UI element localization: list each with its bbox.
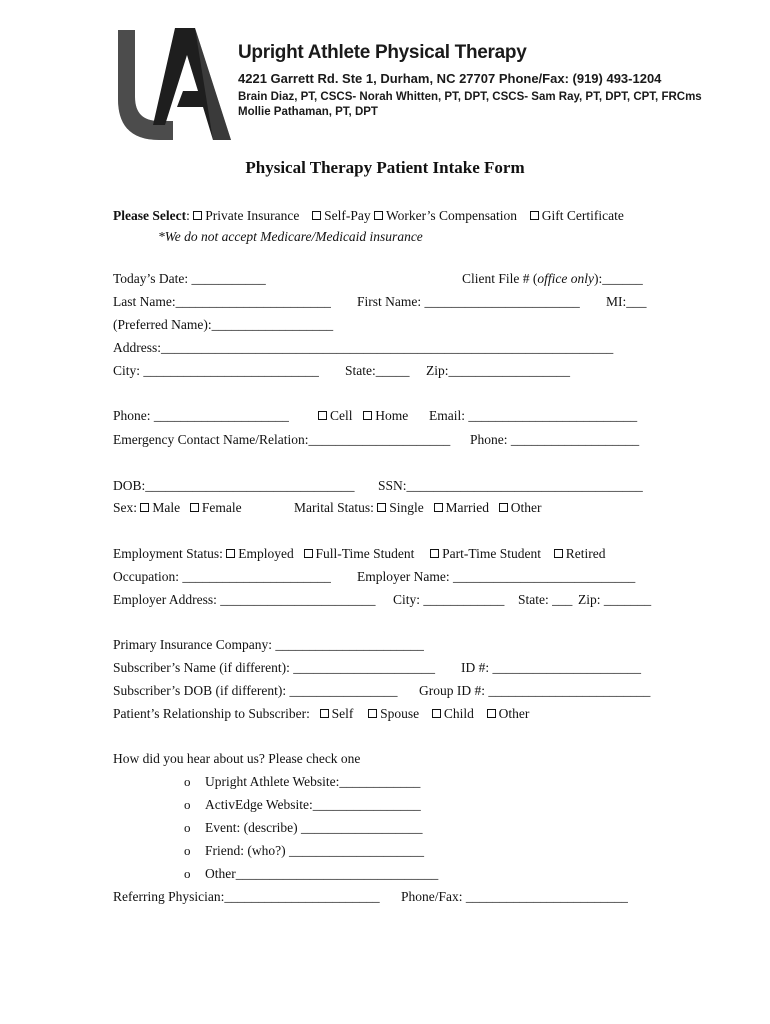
employment-row [113, 545, 606, 563]
email-field[interactable]: Email: _________________________ [429, 408, 638, 423]
bullet-icon: o [184, 820, 191, 835]
clinic-staff-line1: Brain Diaz, PT, CSCS- Norah Whitten, PT, DPT, CSCS- Sam Ray, PT, DPT, CPT, FRCms [238, 91, 702, 103]
self-pay-label: Self-Pay [324, 208, 371, 223]
single-label: Single [389, 500, 424, 515]
subscriber-dob-field[interactable]: Subscriber’s DOB (if different): ________________ [113, 683, 398, 698]
other-marital-checkbox[interactable] [499, 503, 508, 512]
cell-checkbox[interactable] [318, 411, 327, 420]
clinic-staff-line2: Mollie Pathaman, PT, DPT [238, 106, 378, 118]
private-insurance-label: Private Insurance [205, 208, 300, 223]
retired-checkbox[interactable] [554, 549, 563, 558]
home-checkbox[interactable] [363, 411, 372, 420]
mi-field[interactable]: MI:___ [606, 294, 647, 309]
bullet-icon: o [184, 797, 191, 812]
female-checkbox[interactable] [190, 503, 199, 512]
employed-label: Employed [238, 546, 294, 561]
home-label: Home [375, 408, 409, 423]
female-label: Female [201, 500, 242, 515]
employed-checkbox[interactable] [226, 549, 235, 558]
please-select-label: Please Select [113, 208, 187, 223]
referring-physician-field[interactable]: Referring Physician:_______________________ [113, 889, 380, 904]
male-checkbox[interactable] [140, 503, 149, 512]
relationship-label: Patient’s Relationship to Subscriber: [113, 706, 310, 721]
zip-field[interactable]: Zip:__________________ [426, 363, 570, 378]
part-time-student-checkbox[interactable] [430, 549, 439, 558]
self-pay-checkbox[interactable] [312, 211, 321, 220]
bullet-icon: o [184, 866, 191, 881]
other-marital-label: Other [510, 500, 542, 515]
city-field[interactable]: City: __________________________ [113, 363, 319, 378]
bullet-icon: o [184, 843, 191, 858]
part-time-student-label: Part-Time Student [442, 546, 542, 561]
group-id-field[interactable]: Group ID #: ________________________ [419, 683, 651, 698]
workers-comp-checkbox[interactable] [374, 211, 383, 220]
retired-label: Retired [565, 546, 606, 561]
marital-row [294, 499, 542, 517]
sex-row [113, 499, 242, 517]
workers-comp-label: Worker’s Compensation [385, 208, 517, 223]
self-checkbox[interactable] [320, 709, 329, 718]
primary-insurance-field[interactable]: Primary Insurance Company: ______________________ [113, 637, 424, 652]
hear-option-friend[interactable]: Friend: (who?) ____________________ [205, 843, 424, 858]
cell-label: Cell [330, 408, 353, 423]
id-number-field[interactable]: ID #: ______________________ [461, 660, 641, 675]
phone-type-row [318, 407, 408, 425]
payment-select-row: Please Select: Private Insurance Self-Pay Worker’s Compensation Gift Certificate [113, 208, 624, 223]
sex-label: Sex: [113, 500, 138, 515]
employment-label: Employment Status: [113, 546, 223, 561]
gift-certificate-checkbox[interactable] [530, 211, 539, 220]
full-time-student-checkbox[interactable] [304, 549, 313, 558]
full-time-student-label: Full-Time Student [315, 546, 415, 561]
employer-name-field[interactable]: Employer Name: ___________________________ [357, 569, 636, 584]
hear-option-activedge[interactable]: ActivEdge Website:________________ [205, 797, 421, 812]
hear-about-label: How did you hear about us? Please check one [113, 751, 361, 766]
employer-state-field[interactable]: State: ___ [518, 592, 573, 607]
gift-certificate-label: Gift Certificate [541, 208, 624, 223]
single-checkbox[interactable] [377, 503, 386, 512]
male-label: Male [152, 500, 181, 515]
private-insurance-checkbox[interactable] [193, 211, 202, 220]
other-relationship-checkbox[interactable] [487, 709, 496, 718]
occupation-field[interactable]: Occupation: ______________________ [113, 569, 331, 584]
state-field[interactable]: State:_____ [345, 363, 410, 378]
spouse-checkbox[interactable] [368, 709, 377, 718]
subscriber-name-field[interactable]: Subscriber’s Name (if different): _____________________ [113, 660, 435, 675]
form-title: Physical Therapy Patient Intake Form [245, 158, 525, 177]
bullet-icon: o [184, 774, 191, 789]
employer-city-field[interactable]: City: ____________ [393, 592, 505, 607]
preferred-name-field[interactable]: (Preferred Name):__________________ [113, 317, 334, 332]
upright-athlete-logo [113, 25, 235, 145]
child-label: Child [443, 706, 474, 721]
emergency-phone-field[interactable]: Phone: ___________________ [470, 432, 640, 447]
child-checkbox[interactable] [432, 709, 441, 718]
dob-field[interactable]: DOB:_______________________________ [113, 478, 355, 493]
relationship-row [113, 705, 529, 723]
ssn-field[interactable]: SSN:___________________________________ [378, 478, 643, 493]
marital-label: Marital Status: [294, 500, 374, 515]
address-field[interactable]: Address:___________________________________________________________________ [113, 340, 614, 355]
hear-option-website[interactable]: Upright Athlete Website:____________ [205, 774, 421, 789]
spouse-label: Spouse [380, 706, 420, 721]
employer-zip-field[interactable]: Zip: _______ [578, 592, 652, 607]
employer-address-field[interactable]: Employer Address: _______________________ [113, 592, 376, 607]
hear-option-other[interactable]: Other______________________________ [205, 866, 439, 881]
client-file-field[interactable]: Client File # (office only):______ [462, 271, 643, 286]
hear-option-event[interactable]: Event: (describe) __________________ [205, 820, 423, 835]
referring-phone-field[interactable]: Phone/Fax: ________________________ [401, 889, 628, 904]
married-checkbox[interactable] [434, 503, 443, 512]
phone-field[interactable]: Phone: ____________________ [113, 408, 289, 423]
self-label: Self [331, 706, 354, 721]
other-relationship-label: Other [498, 706, 530, 721]
first-name-field[interactable]: First Name: _______________________ [357, 294, 580, 309]
insurance-note: *We do not accept Medicare/Medicaid insurance [158, 229, 423, 244]
todays-date-field[interactable]: Today’s Date: ___________ [113, 271, 266, 286]
married-label: Married [445, 500, 489, 515]
emergency-contact-field[interactable]: Emergency Contact Name/Relation:_____________________ [113, 432, 451, 447]
clinic-address: 4221 Garrett Rd. Ste 1, Durham, NC 27707 Phone/Fax: (919) 493-1204 [238, 71, 662, 86]
last-name-field[interactable]: Last Name:_______________________ [113, 294, 331, 309]
clinic-name: Upright Athlete Physical Therapy [238, 42, 527, 63]
